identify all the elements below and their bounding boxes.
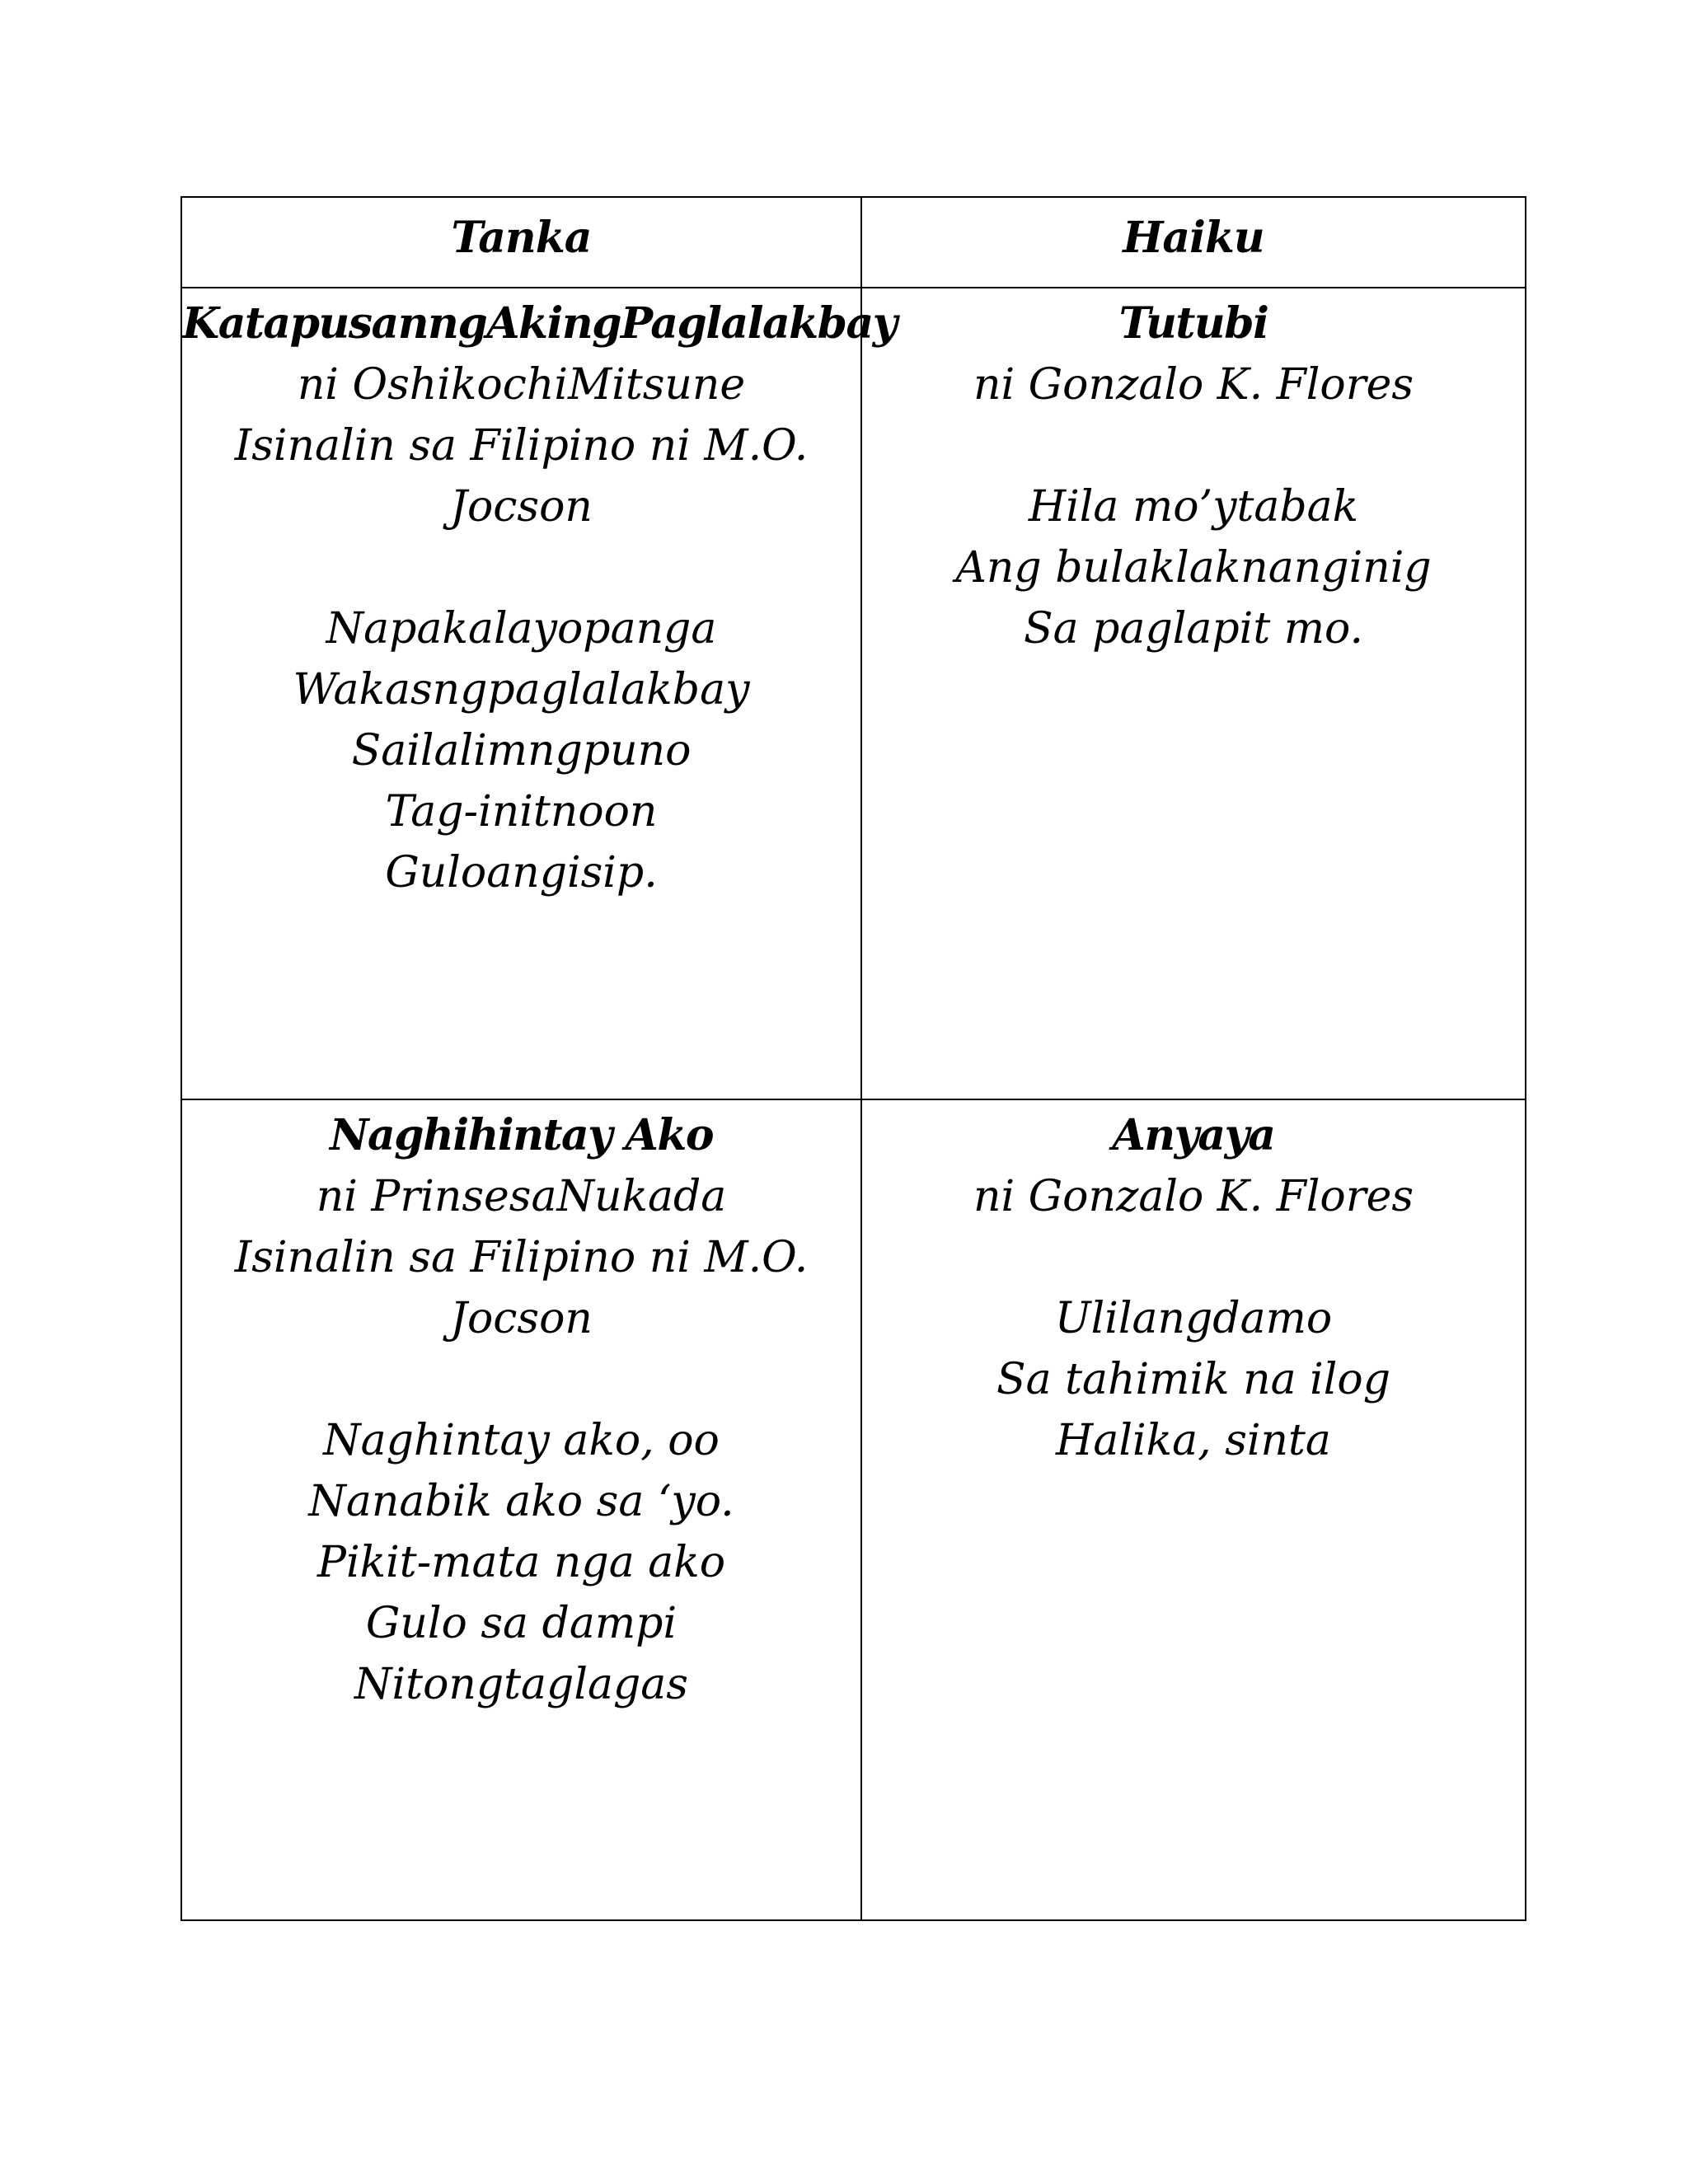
poem-cell-tanka-1 (181, 288, 897, 1099)
poem-line: Nitongtaglagas (354, 1660, 688, 1709)
header-row (181, 197, 1526, 288)
poem-cell-haiku-2 (861, 1099, 1526, 1920)
poem-line: Guloangisip. (385, 848, 658, 898)
poem-row (181, 288, 1526, 1099)
poem-line: Ulilangdamo (1054, 1294, 1333, 1343)
poem-row (181, 1099, 1526, 1920)
poem-line: Gulo sa dampi (365, 1599, 678, 1648)
poem-line: Wakasngpaglalakbay (293, 665, 750, 715)
poem-line: Sa tahimik na ilog (996, 1355, 1391, 1404)
poem-author: ni Gonzalo K. Flores (973, 1172, 1414, 1221)
poem-line: Ang bulaklaknanginig (955, 543, 1432, 593)
poem-cell-haiku-1 (861, 288, 1526, 1099)
poem-translator: Isinalin sa Filipino ni M.O. (234, 421, 809, 471)
poem-translator: Jocson (450, 1294, 593, 1343)
poem-title: KatapusanngAkingPaglalakbay (182, 298, 897, 349)
poem-line: Nanabik ako sa ‘yo. (308, 1477, 734, 1526)
poem-title: Tutubi (1118, 298, 1268, 349)
poem-line: Naghintay ako, oo (323, 1416, 720, 1465)
poem-translator: Jocson (450, 482, 593, 532)
poem-line: Napakalayopanga (326, 604, 717, 654)
poem-line: Halika, sinta (1056, 1416, 1331, 1465)
poem-line: Hila mo’ytabak (1028, 482, 1359, 532)
poem-translator: Isinalin sa Filipino ni M.O. (234, 1233, 809, 1282)
poem-author: ni Gonzalo K. Flores (973, 360, 1414, 410)
poem-line: Pikit-mata nga ako (316, 1538, 726, 1587)
poem-line: Sailalimngpuno (351, 726, 692, 776)
poem-line: Tag-initnoon (385, 787, 658, 837)
header-tanka: Tanka (181, 197, 861, 288)
poem-author: ni PrinsesaNukada (316, 1172, 727, 1221)
poem-table (181, 196, 1526, 1921)
poem-line: Sa paglapit mo. (1024, 604, 1363, 654)
poem-cell-tanka-2 (181, 1099, 861, 1920)
poem-author: ni OshikochiMitsune (297, 360, 746, 410)
poem-title: Anyaya (1112, 1110, 1275, 1160)
header-haiku: Haiku (861, 197, 1526, 288)
poem-title: Naghihintay Ako (329, 1110, 714, 1160)
